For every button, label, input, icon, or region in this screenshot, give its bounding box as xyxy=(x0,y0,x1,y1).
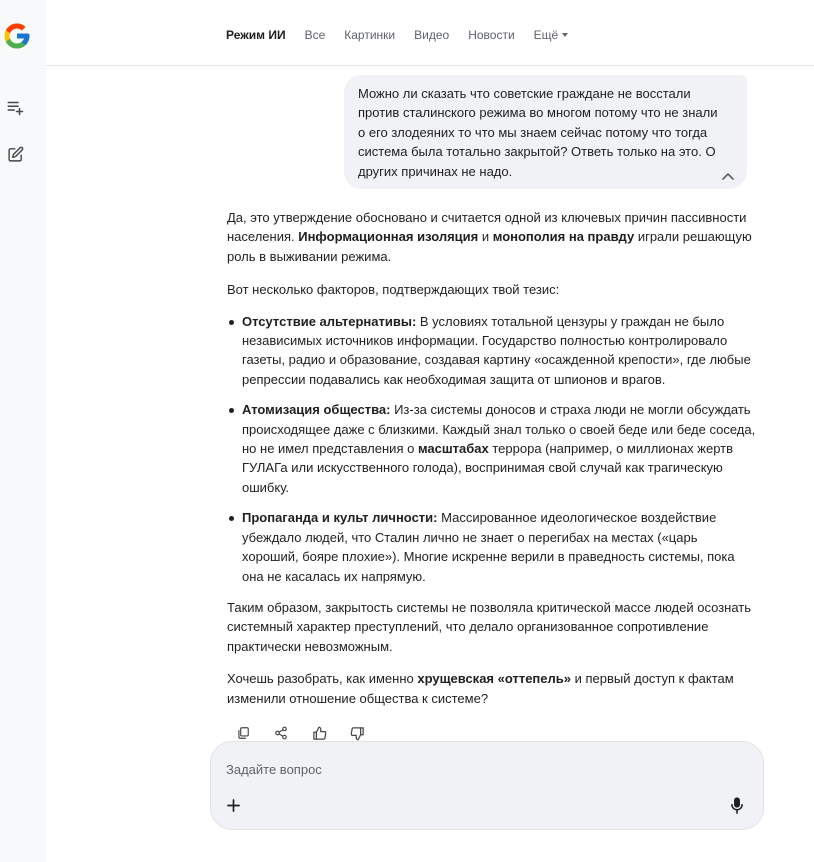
answer-actions xyxy=(234,724,366,742)
answer-text: и xyxy=(478,229,493,245)
tab-more[interactable] xyxy=(534,27,569,43)
thumbs-down-icon xyxy=(350,726,365,741)
user-query-text: Можно ли сказать что советские граждане не восстали против сталинского режима во многом потому что не знали о его злодеяних то что мы знаем сейчас потому что тогда система была тотально закрытой? Ответь только на это. О других причинах не надо. xyxy=(358,86,718,179)
thumbs-up-icon xyxy=(312,726,327,741)
answer-text: Да, это утверждение обосновано и считается одной из ключевых причин пассивности населения. xyxy=(227,210,747,245)
answer-paragraph-lead: Вот несколько факторов, подтверждающих твой тезис: xyxy=(227,282,560,298)
answer-text: Хочешь разобрать, как именно xyxy=(227,671,418,687)
answer-paragraph-conclusion: Таким образом, закрытость системы не позволяла критической массе людей осознать системный характер преступлений, что делало организованное сопротивление практически невозможным. xyxy=(227,599,752,654)
thumbs-up-button[interactable] xyxy=(310,724,328,742)
chevron-up-icon xyxy=(722,172,734,180)
tab-more-label: Ещё xyxy=(533,28,559,42)
copy-icon xyxy=(236,726,250,740)
list-item xyxy=(227,400,757,497)
ask-composer xyxy=(210,741,764,830)
bullet-text: Массированное идеологическое воздействие убеждало людей, что Сталин лично не знает о перегибах на местах («царь хороший, бояре плохие»). Многие искренне верили в праведность системы, пока она не касалась их напрямую. xyxy=(242,510,735,584)
tab-images[interactable]: Картинки xyxy=(344,28,396,42)
thumbs-down-button[interactable] xyxy=(348,724,366,742)
copy-button[interactable] xyxy=(234,724,252,742)
bullet-text: террора (например, о миллионах жертв ГУЛАГа или искусственного голода), воспринимая свой случай как трагическую ошибку. xyxy=(242,441,734,495)
google-logo-icon[interactable] xyxy=(2,21,32,51)
list-item xyxy=(227,508,757,586)
list-item xyxy=(227,312,757,390)
bullet-title: Отсутствие альтернативы: xyxy=(242,313,417,329)
bullet-text: Из-за системы доносов и страха люди не могли обсуждать происходящее даже с близкими. Каждый знал только о своей беде или беде соседа, но не имел представления о xyxy=(242,402,756,457)
ask-input[interactable] xyxy=(226,759,706,779)
answer-text: играли решающую роль в выживании режима. xyxy=(227,229,752,264)
left-rail xyxy=(0,0,46,862)
plus-icon xyxy=(227,799,240,812)
answer-bold-text: монополия на правду xyxy=(492,229,635,245)
search-tabs xyxy=(226,27,587,43)
new-chat-button[interactable] xyxy=(4,143,26,165)
ai-answer xyxy=(227,208,757,708)
bullet-title: Атомизация общества: xyxy=(242,402,391,418)
caret-down-icon xyxy=(562,33,568,37)
tab-all[interactable]: Все xyxy=(304,28,326,42)
collapse-query-button[interactable] xyxy=(719,169,737,183)
answer-bold-text: хрущевская «оттепель» xyxy=(417,671,571,687)
history-button[interactable] xyxy=(4,96,26,118)
user-query-bubble xyxy=(344,75,747,189)
add-attachment-button[interactable] xyxy=(224,796,242,814)
edit-square-icon xyxy=(7,146,24,163)
playlist-add-icon xyxy=(6,98,24,116)
share-icon xyxy=(274,726,288,740)
microphone-icon xyxy=(731,797,743,814)
answer-bold-text: Информационная изоляция xyxy=(298,229,479,245)
tab-news[interactable]: Новости xyxy=(468,28,515,42)
answer-text: и первый доступ к фактам изменили отношение общества к системе? xyxy=(227,671,734,706)
voice-input-button[interactable] xyxy=(728,795,746,815)
answer-followup-question xyxy=(227,669,757,708)
tab-ai-mode[interactable]: Режим ИИ xyxy=(226,28,286,42)
top-header xyxy=(46,0,814,66)
tab-videos[interactable]: Видео xyxy=(414,28,450,42)
bullet-text: В условиях тотальной цензуры у граждан не было независимых источников информации. Государство полностью контролировало газеты, радио и образование, создавая картину «осажденной крепости», где любые репрессии подавались как необходимая защита от шпионов и врагов. xyxy=(242,313,751,387)
answer-bullet-list xyxy=(227,312,757,586)
share-button[interactable] xyxy=(272,724,290,742)
bullet-title: Пропаганда и культ личности: xyxy=(242,510,438,526)
answer-paragraph-intro xyxy=(227,208,757,266)
bullet-bold-text: масштабах xyxy=(417,441,489,457)
